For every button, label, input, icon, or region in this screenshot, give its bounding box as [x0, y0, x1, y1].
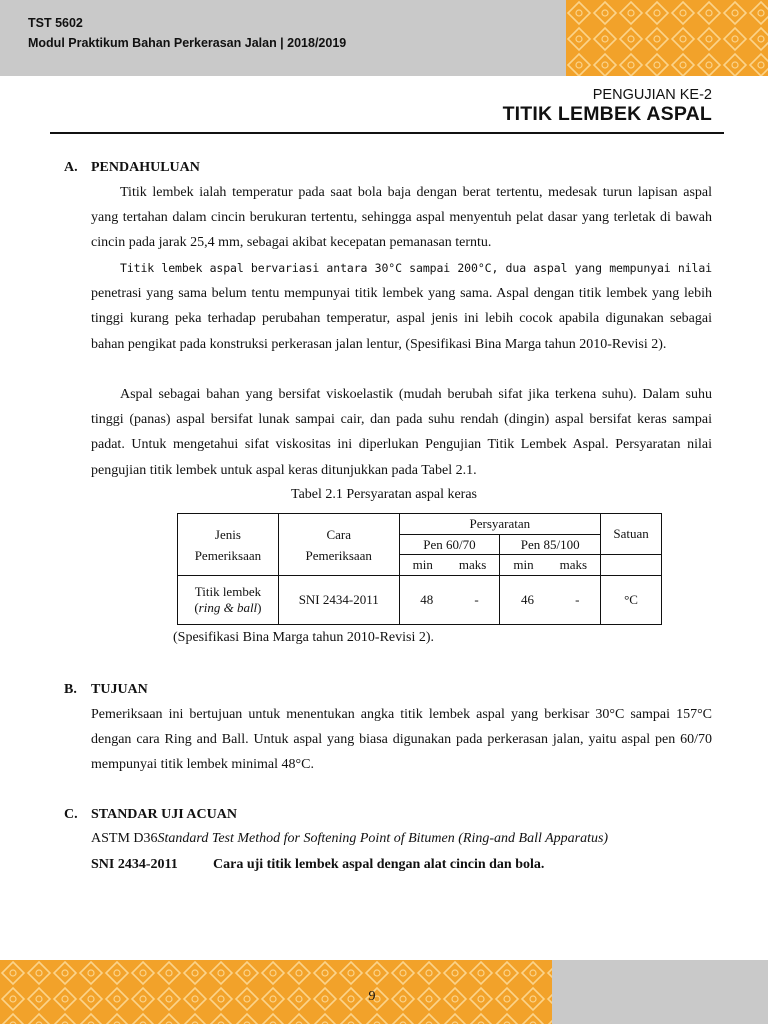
header-persyaratan: Persyaratan: [399, 514, 601, 535]
section-a-p2-first-line: Titik lembek aspal bervariasi antara 30°C sampai 200°C, dua aspal yang mempunyai nilai: [120, 261, 712, 275]
table-source: (Spesifikasi Bina Marga tahun 2010-Revisi 2).: [173, 630, 435, 645]
header-satuan: Satuan: [601, 514, 662, 555]
header-pattern-graphic: [566, 0, 768, 76]
section-c-title: STANDAR UJI ACUAN: [91, 807, 237, 822]
astm-code: ASTM D36: [91, 831, 158, 846]
cell-pen2-values: 46 -: [500, 576, 601, 625]
header-cara: Cara Pemeriksaan: [278, 514, 399, 576]
section-a-p1-text: Titik lembek ialah temperatur pada saat bola baja dengan berat tertentu, medesak turun lapisan aspal yang tertahan dalam cincin berukuran tertentu, sehingga aspal menyentuh pelat dasar yang terletak di bawah cincin pada jarak 25,4 mm, sebagai akibat kecepatan pemanasan terntu.: [91, 185, 712, 251]
header-jenis: Jenis Pemeriksaan: [178, 514, 279, 576]
section-b-paragraph: Pemeriksaan ini bertujuan untuk menentukan angka titik lembek aspal yang berkisar 30°C sampai 157°C dengan cara Ring and Ball. Untuk aspal yang biasa digunakan pada perkerasan jalan, yaitu aspal pen 60/70 mempunyai titik lembek minimal 48°C.: [91, 707, 712, 773]
section-a-title: PENDAHULUAN: [91, 160, 200, 175]
header-ornament: [566, 0, 768, 76]
section-a-paragraph-3: [91, 382, 712, 483]
section-b-title: TUJUAN: [91, 682, 148, 697]
standard-astm: [91, 831, 608, 847]
standard-sni: [91, 857, 544, 873]
requirements-table: [177, 513, 662, 625]
astm-title: Standard Test Method for Softening Point of Bitumen (Ring-and Ball Apparatus): [157, 831, 609, 846]
section-c-letter: C.: [64, 807, 78, 822]
header-pen1-min-maks: min maks: [399, 555, 500, 576]
section-c-heading: [64, 807, 237, 823]
section-a-letter: A.: [64, 160, 78, 175]
cell-unit: °C: [601, 576, 662, 625]
section-a-p2-text: penetrasi yang sama belum tentu mempunyai titik lembek yang sama. Aspal dengan titik lembek yang lebih tinggi kurang peka terhadap perubahan temperatur, aspal jenis ini lebih cocok apabila digunakan sebagai bahan pengikat pada konstruksi perkerasan jalan lentur, (Spesifikasi Bina Marga tahun 2010-Revisi 2).: [91, 286, 712, 352]
cell-row-name: Titik lembek (ring & ball): [178, 576, 279, 625]
section-a-paragraph-2: [91, 256, 712, 357]
cell-row-method: SNI 2434-2011: [278, 576, 399, 625]
section-b-heading: [64, 682, 148, 698]
cell-pen1-values: 48 -: [399, 576, 500, 625]
header-pen-60-70: Pen 60/70: [399, 535, 500, 555]
module-title: Modul Praktikum Bahan Perkerasan Jalan | 2018/2019: [28, 36, 347, 50]
header-pen2-min-maks: min maks: [500, 555, 601, 576]
page-title: TITIK LEMBEK ASPAL: [502, 103, 712, 125]
sni-code: SNI 2434-2011: [91, 857, 178, 872]
header-pen-85-100: Pen 85/100: [500, 535, 601, 555]
sni-title: Cara uji titik lembek aspal dengan alat cincin dan bola.: [213, 857, 545, 872]
course-code: TST 5602: [28, 16, 83, 30]
table-caption: Tabel 2.1 Persyaratan aspal keras: [291, 487, 477, 502]
section-a-heading: [64, 160, 200, 176]
section-a-p3-text: Aspal sebagai bahan yang bersifat viskoelastik (mudah berubah sifat jika terkena suhu). Dalam suhu tinggi (panas) aspal bersifat lunak sampai cair, dan pada suhu rendah (dingin) aspal bersifat keras sampai padat. Untuk mengetahui sifat viskositas ini diperlukan Pengujian Titik Lembek Aspal. Persyaratan nilai pengujian titik lembek untuk aspal keras ditunjukkan pada Tabel 2.1.: [91, 387, 712, 478]
page-number: 9: [368, 989, 376, 1004]
test-number: PENGUJIAN KE-2: [592, 87, 712, 103]
title-divider: [50, 132, 724, 134]
header-satuan-blank: [601, 555, 662, 576]
section-a-paragraph-1: [91, 180, 712, 256]
section-b-letter: B.: [64, 682, 77, 697]
